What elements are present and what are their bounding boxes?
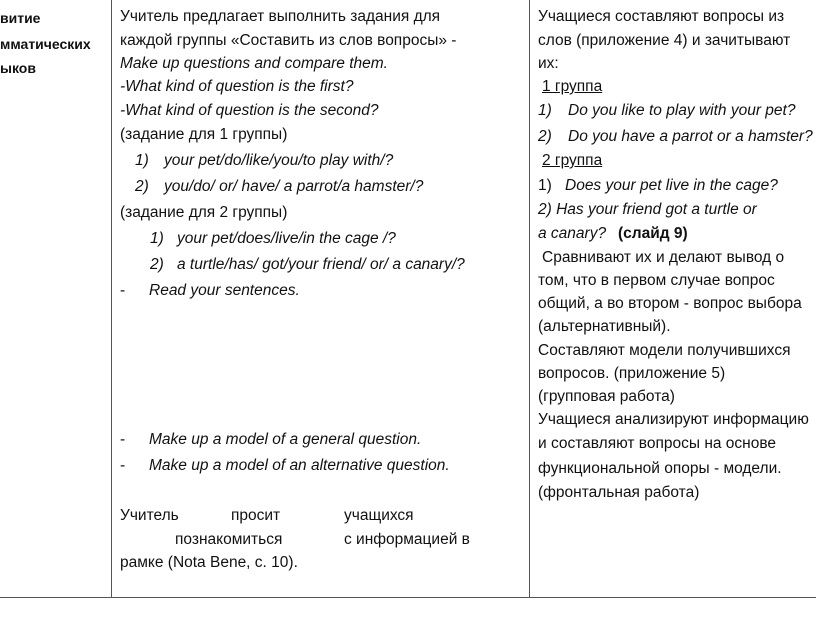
- students-line-3: их:: [538, 55, 559, 72]
- question-kind-1: -What kind of question is the first?: [120, 78, 354, 95]
- topic-line-1: витие: [0, 10, 41, 26]
- teacher-intro-1: Учитель предлагает выполнить задания для: [120, 8, 441, 25]
- conclusion-2: том, что в первом случае вопрос: [538, 272, 775, 289]
- column-students: [530, 0, 816, 597]
- teacher-intro-2: каждой группы «Составить из слов вопросы» -: [120, 32, 457, 49]
- teacher-line-3: рамке (Nota Bene, с. 10).: [120, 554, 298, 571]
- model-general: Make up a model of a general question.: [149, 431, 422, 448]
- students-line-1: Учащиеся составляют вопросы из: [538, 8, 785, 25]
- column-topic: [0, 0, 111, 597]
- group2-header: (задание для 2 группы): [120, 204, 288, 221]
- students-line-2: слов (приложение 4) и зачитывают: [538, 32, 791, 49]
- analysis-4: (фронтальная работа): [538, 484, 700, 501]
- teacher-word-2: просит: [231, 507, 281, 524]
- column-teacher: [112, 0, 529, 597]
- conclusion-4: (альтернативный).: [538, 318, 671, 335]
- read-dash: -: [120, 282, 126, 299]
- model-dash-1: -: [120, 431, 126, 448]
- group2-label: 2 группа: [542, 152, 603, 169]
- answer-1-2: Do you have a parrot or a hamster?: [568, 128, 813, 145]
- group2-item-num-1: 1): [150, 230, 164, 247]
- answer-1-1-num: 1): [538, 102, 552, 119]
- models-2: вопросов. (приложение 5): [538, 365, 726, 382]
- group1-item-1: your pet/do/like/you/to play with/?: [164, 152, 394, 169]
- conclusion-3: общий, а во втором - вопрос выбора: [538, 295, 802, 312]
- topic-line-2: мматических: [0, 36, 91, 52]
- group2-item-2: a turtle/has/ got/your friend/ or/ a canary/?: [177, 256, 465, 273]
- teacher-word-5: с информацией в: [344, 531, 470, 548]
- answer-2-2: 2) Has your friend got a turtle or: [538, 201, 757, 218]
- group1-header: (задание для 1 группы): [120, 126, 288, 143]
- conclusion-1: Сравнивают их и делают вывод о: [542, 249, 785, 266]
- read-sentences: Read your sentences.: [149, 282, 300, 299]
- slide-reference: (слайд 9): [618, 225, 688, 242]
- topic-line-3: ыков: [0, 60, 36, 76]
- model-alternative: Make up a model of an alternative question.: [149, 457, 450, 474]
- analysis-1: Учащиеся анализируют информацию: [538, 411, 809, 428]
- group1-item-num-2: 2): [135, 178, 149, 195]
- answer-2-3: a canary?: [538, 225, 607, 242]
- answer-1-2-num: 2): [538, 128, 552, 145]
- answer-2-1: Does your pet live in the cage?: [565, 177, 778, 194]
- group1-label: 1 группа: [542, 78, 603, 95]
- analysis-3: функциональной опоры - модели.: [538, 460, 782, 477]
- teacher-word-1: Учитель: [120, 507, 179, 524]
- group1-item-2: you/do/ or/ have/ a parrot/a hamster/?: [164, 178, 424, 195]
- answer-2-1-num: 1): [538, 177, 552, 194]
- teacher-word-3: учащихся: [344, 507, 414, 524]
- models-1: Составляют модели получившихся: [538, 342, 791, 359]
- question-kind-2: -What kind of question is the second?: [120, 102, 379, 119]
- analysis-2: и составляют вопросы на основе: [538, 435, 777, 452]
- teacher-word-4: познакомиться: [175, 531, 283, 548]
- teacher-intro-3: Make up questions and compare them.: [120, 55, 388, 72]
- model-dash-2: -: [120, 457, 126, 474]
- models-3: (групповая работа): [538, 388, 675, 405]
- row-border-bottom: [0, 597, 816, 598]
- group1-item-num-1: 1): [135, 152, 149, 169]
- group2-item-1: your pet/does/live/in the cage /?: [177, 230, 396, 247]
- group2-item-num-2: 2): [150, 256, 164, 273]
- answer-1-1: Do you like to play with your pet?: [568, 102, 796, 119]
